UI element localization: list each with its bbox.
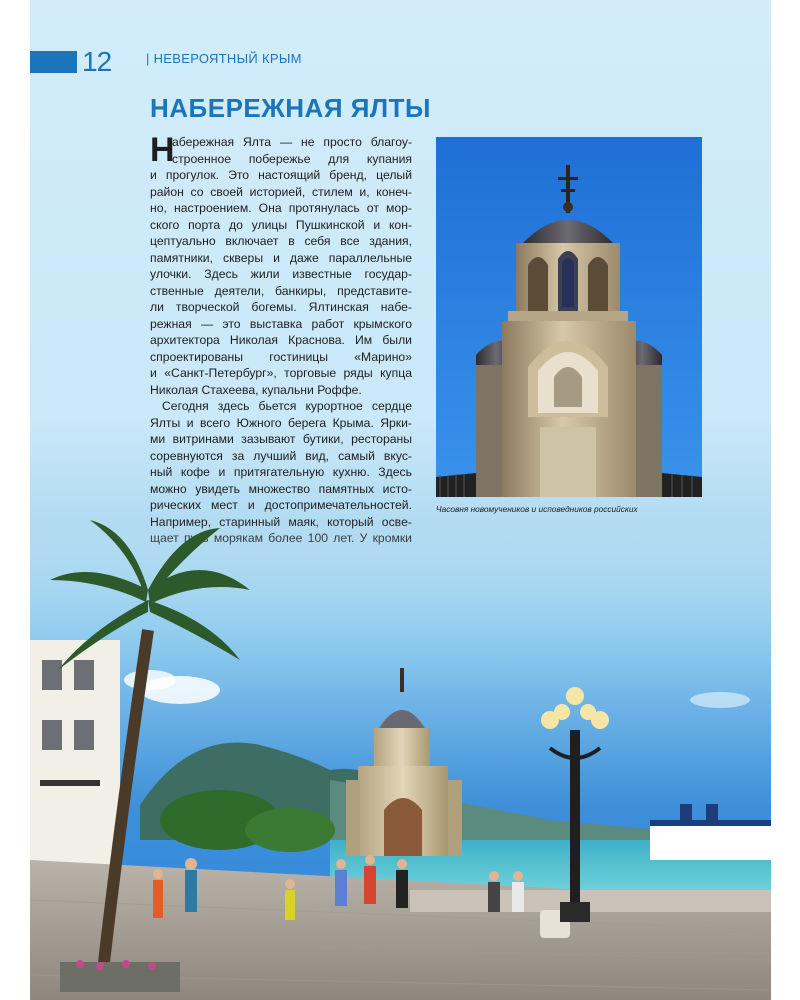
text-line: ли творческой богемы. Ялтинская набе- xyxy=(150,300,412,314)
text-line: и «Санкт-Петербург», торговые ряды купца xyxy=(150,366,412,380)
page-number: 12 xyxy=(82,46,112,77)
article-body xyxy=(150,131,412,547)
article-title: НАБЕРЕЖНАЯ ЯЛТЫ xyxy=(150,93,431,123)
text-line: улочки. Здесь жили известные государ- xyxy=(150,267,412,281)
section-label: | НЕВЕРОЯТНЫЙ КРЫМ xyxy=(146,51,302,66)
magazine-page xyxy=(30,0,771,1000)
text-line: ный кофе и притягательную кухню. Здесь xyxy=(150,465,412,479)
text-line: рических мест и достопримечательностей. xyxy=(150,498,412,512)
text-line: Николая Стахеева, купальни Роффе. xyxy=(150,382,362,397)
text-line: архитектора Николая Краснова. Им были xyxy=(150,333,412,347)
drop-cap: Н xyxy=(150,131,175,169)
text-line: ственные деятели, банкиры, представите- xyxy=(150,283,412,298)
text-line: район со своей историей, стилем и, конеч- xyxy=(150,184,412,199)
text-line: спроектированы гостиницы «Марино» xyxy=(150,349,412,364)
chapel-photo xyxy=(436,137,702,497)
text-line: абережная Ялта — не просто благоу- xyxy=(172,135,412,149)
text-line: цептуально включает в себя все здания, xyxy=(150,234,412,248)
text-line: но, настроением. Она протянулась от мор- xyxy=(150,201,412,215)
text-line: ского порта до улицы Пушкинской и кон- xyxy=(150,217,412,232)
text-line: Ялты и всего Южного берега Крыма. Ярки- xyxy=(150,415,412,430)
embankment-photo xyxy=(30,520,771,1000)
text-line: ми витринами зазывают бутики, рестораны xyxy=(150,432,412,446)
text-line: строенное побережье для купания xyxy=(172,151,412,166)
text-line: памятники, скверы и даже параллельные xyxy=(150,250,412,265)
photo-caption: Часовня новомучеников и исповедников российских xyxy=(436,504,638,514)
text-line: Сегодня здесь бьется курортное сердце xyxy=(162,399,412,413)
text-line: режная — это выставка работ крымского xyxy=(150,316,412,331)
text-line: и прогулок. Это настоящий бренд, целый xyxy=(150,168,412,182)
text-line: можно увидеть множество памятных истo- xyxy=(150,481,412,496)
text-line: соревнуются за лучший вид, самый вкус- xyxy=(150,448,412,463)
header-accent-bar xyxy=(30,51,77,73)
